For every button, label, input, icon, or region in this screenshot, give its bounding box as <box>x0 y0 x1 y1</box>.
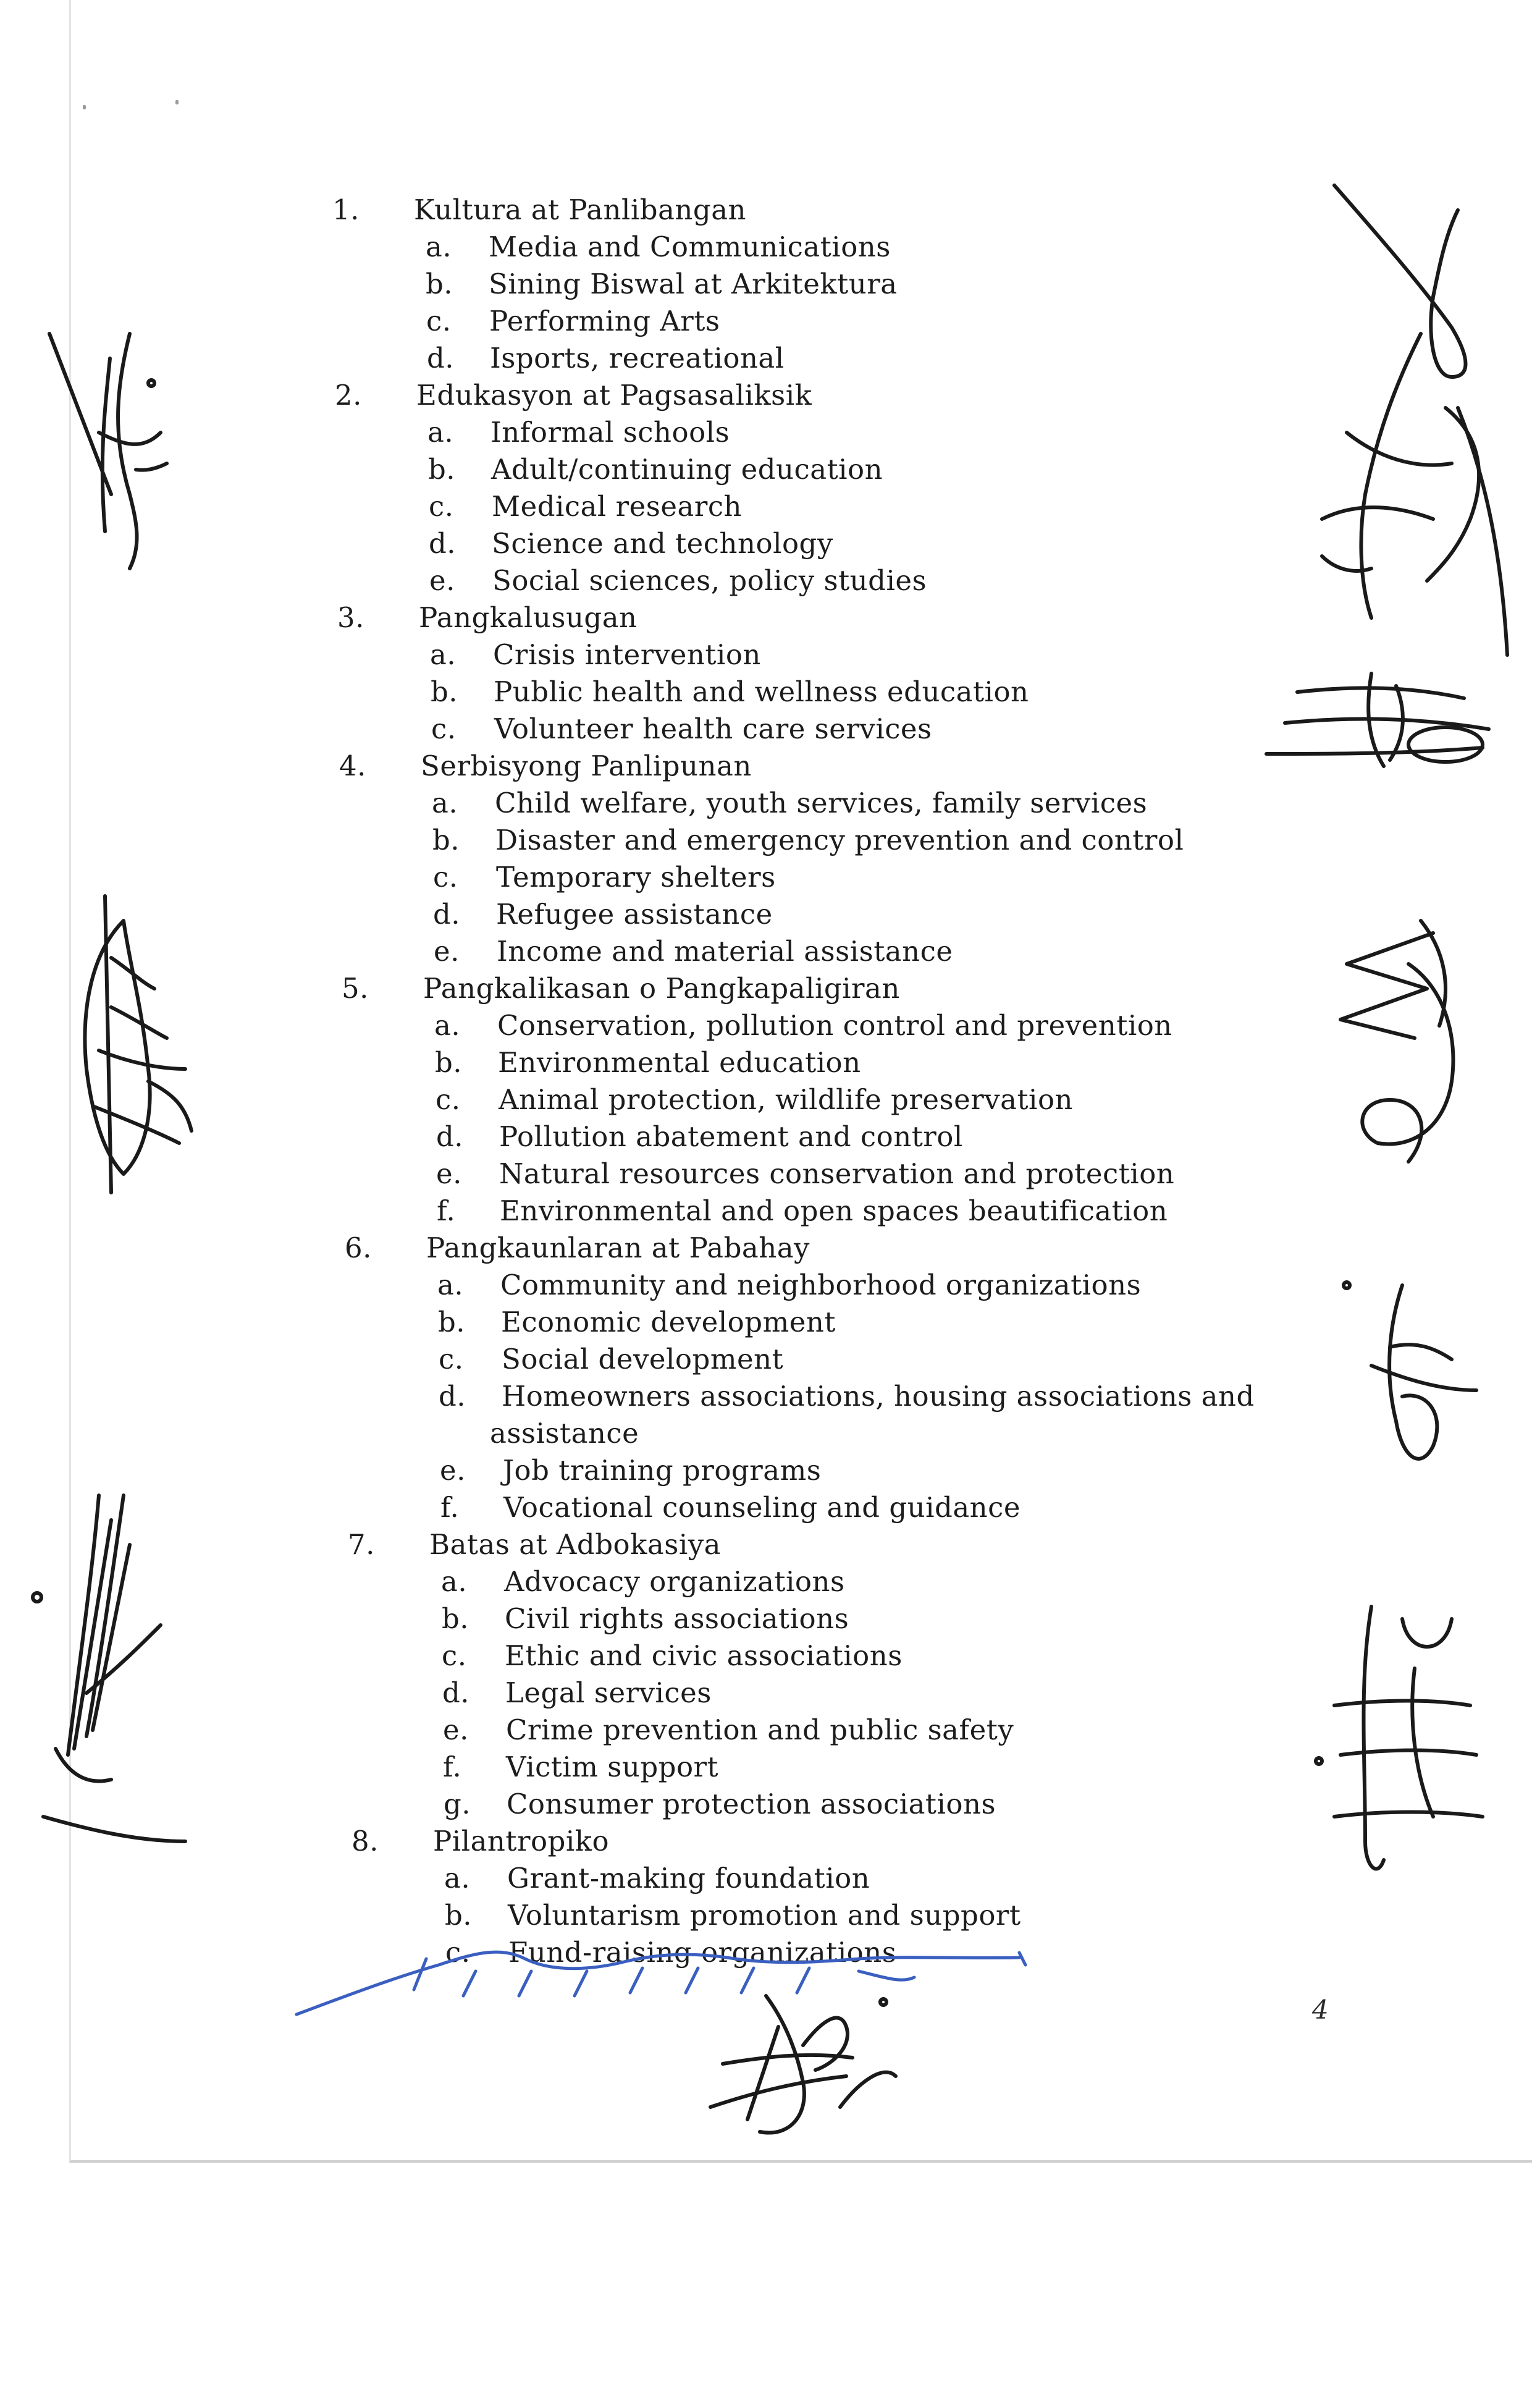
item-text: Income and material assistance <box>497 935 953 968</box>
item-text: Homeowners associations, housing associations and <box>502 1380 1255 1413</box>
item-letter: f. <box>437 1194 456 1227</box>
section-heading <box>348 1527 1313 1562</box>
item-text: Pollution abatement and control <box>499 1120 963 1153</box>
item-letter: a. <box>441 1565 468 1598</box>
item-letter: g. <box>444 1788 471 1820</box>
item-letter: c. <box>442 1639 467 1672</box>
item-text: Legal services <box>505 1676 712 1709</box>
list-item <box>442 1676 1315 1710</box>
item-text: Social development <box>502 1343 784 1375</box>
list-item <box>444 1861 1316 1896</box>
item-text: Environmental education <box>498 1046 861 1079</box>
signature-right-bottom <box>1310 1594 1507 1891</box>
section-title: Pangkaunlaran at Pabahay <box>426 1231 810 1264</box>
item-letter: d. <box>439 1380 466 1413</box>
list-item <box>427 341 1299 376</box>
item-letter: a. <box>430 638 457 671</box>
item-text: Science and technology <box>492 527 833 560</box>
list-item <box>442 1602 1314 1636</box>
item-letter: c. <box>429 490 454 523</box>
item-letter: b. <box>442 1602 469 1635</box>
item-letter: d. <box>427 342 455 374</box>
item-text: Ethic and civic associations <box>505 1639 903 1672</box>
signature-right-middle <box>1285 915 1495 1211</box>
list-item <box>444 1787 1316 1822</box>
item-letter: b. <box>428 453 456 486</box>
page-number: 4 <box>1312 1995 1329 2025</box>
list-item <box>430 638 1302 672</box>
list-item <box>431 712 1303 746</box>
section-title: Pangkalikasan o Pangkapaligiran <box>423 972 900 1005</box>
item-text: Grant-making foundation <box>507 1862 870 1895</box>
section-number: 2. <box>335 379 362 412</box>
signature-right-top <box>1310 173 1520 680</box>
item-text: Isports, recreational <box>490 342 785 374</box>
item-letter: e. <box>434 935 460 968</box>
item-text: Voluntarism promotion and support <box>508 1899 1021 1932</box>
section-heading <box>342 971 1307 1006</box>
section-title: Kultura at Panlibangan <box>414 193 747 226</box>
list-item <box>427 415 1300 450</box>
section-number: 8. <box>351 1825 379 1857</box>
item-letter: b. <box>438 1306 466 1338</box>
item-letter: e. <box>436 1157 462 1190</box>
item-text-continuation: assistance <box>490 1417 639 1450</box>
list-item <box>439 1379 1311 1414</box>
list-item <box>436 1120 1308 1154</box>
item-text: Natural resources conservation and protection <box>499 1157 1175 1190</box>
signature-left-lower <box>19 1471 204 1854</box>
section-title: Serbisyong Panlipunan <box>421 750 752 782</box>
list-item <box>426 267 1298 302</box>
signature-left-middle <box>56 884 216 1205</box>
item-letter: a. <box>427 416 454 449</box>
item-text: Public health and wellness education <box>494 675 1029 708</box>
item-letter: a. <box>432 787 458 819</box>
item-text: Medical research <box>492 490 743 523</box>
item-text: Fund-raising organizations <box>508 1936 897 1969</box>
item-letter: b. <box>432 824 460 856</box>
list-item <box>437 1268 1310 1303</box>
list-item <box>443 1750 1315 1785</box>
list-item <box>432 786 1304 821</box>
item-text: Animal protection, wildlife preservation <box>499 1083 1074 1116</box>
item-text: Advocacy organizations <box>504 1565 845 1598</box>
list-item-continuation <box>490 1416 639 1451</box>
list-item <box>426 304 1298 339</box>
item-text: Vocational counseling and guidance <box>503 1491 1021 1524</box>
list-item <box>440 1453 1312 1488</box>
item-text: Temporary shelters <box>496 861 776 893</box>
item-text: Sining Biswal at Arkitektura <box>489 268 898 300</box>
section-number: 6. <box>345 1231 372 1264</box>
list-item <box>442 1639 1314 1673</box>
section-heading <box>339 749 1304 784</box>
item-text: Crisis intervention <box>493 638 761 671</box>
item-text: Job training programs <box>503 1454 822 1487</box>
list-item <box>429 526 1301 561</box>
item-letter: a. <box>437 1269 464 1301</box>
section-title: Batas at Adbokasiya <box>429 1528 721 1561</box>
list-item <box>445 1898 1317 1933</box>
list-item <box>431 675 1303 709</box>
item-text: Conservation, pollution control and prevention <box>497 1009 1172 1042</box>
list-item <box>432 823 1305 858</box>
item-letter: b. <box>431 675 458 708</box>
item-letter: d. <box>433 898 461 931</box>
scan-margin <box>0 2165 1532 2408</box>
item-text: Economic development <box>501 1306 836 1338</box>
signature-left-top <box>37 309 173 581</box>
item-letter: c. <box>426 305 452 337</box>
section-number: 7. <box>348 1528 375 1561</box>
item-letter: c. <box>445 1936 471 1969</box>
item-letter: e. <box>443 1713 469 1746</box>
section-heading <box>337 601 1302 635</box>
list-item <box>434 1008 1307 1043</box>
section-number: 5. <box>342 972 369 1005</box>
item-letter: c. <box>431 712 457 745</box>
item-letter: d. <box>436 1120 464 1153</box>
item-text: Consumer protection associations <box>507 1788 996 1820</box>
list-item <box>429 564 1302 598</box>
list-item <box>441 1565 1313 1599</box>
list-item <box>443 1713 1315 1747</box>
item-text: Child welfare, youth services, family services <box>495 787 1148 819</box>
item-letter: c. <box>436 1083 461 1116</box>
item-text: Performing Arts <box>489 305 720 337</box>
list-item <box>438 1305 1310 1340</box>
list-item <box>433 860 1305 895</box>
section-title: Edukasyon at Pagsasaliksik <box>416 379 812 412</box>
item-text: Disaster and emergency prevention and control <box>495 824 1184 856</box>
item-letter: a. <box>434 1009 461 1042</box>
list-item <box>434 934 1306 969</box>
item-text: Refugee assistance <box>496 898 773 931</box>
signature-bottom-blue <box>290 1934 1056 2021</box>
item-text: Adult/continuing education <box>491 453 883 486</box>
item-letter: c. <box>439 1343 464 1375</box>
item-letter: f. <box>443 1751 462 1783</box>
item-text: Victim support <box>506 1751 719 1783</box>
item-letter: c. <box>433 861 458 893</box>
list-item <box>428 452 1300 487</box>
list-item <box>426 230 1298 264</box>
item-text: Civil rights associations <box>505 1602 849 1635</box>
item-text: Informal schools <box>490 416 730 449</box>
signature-right-stamp <box>1260 661 1507 779</box>
list-item <box>435 1046 1307 1080</box>
section-heading <box>345 1231 1310 1265</box>
item-letter: e. <box>429 564 455 597</box>
item-letter: b. <box>445 1899 473 1932</box>
item-text: Crime prevention and public safety <box>506 1713 1014 1746</box>
section-heading <box>335 378 1300 413</box>
section-number: 1. <box>332 193 360 226</box>
item-letter: e. <box>440 1454 466 1487</box>
list-item <box>436 1083 1308 1117</box>
item-letter: a. <box>426 230 452 263</box>
list-item <box>436 1157 1308 1191</box>
item-text: Environmental and open spaces beautification <box>500 1194 1168 1227</box>
section-title: Pilantropiko <box>433 1825 610 1857</box>
item-letter: b. <box>435 1046 463 1079</box>
item-text: Social sciences, policy studies <box>492 564 927 597</box>
item-letter: d. <box>442 1676 470 1709</box>
item-letter: a. <box>444 1862 471 1895</box>
item-letter: f. <box>440 1491 460 1524</box>
item-text: Volunteer health care services <box>494 712 932 745</box>
list-item <box>429 489 1301 524</box>
section-number: 3. <box>337 601 364 634</box>
signature-right-lower <box>1328 1273 1489 1495</box>
section-heading <box>351 1824 1316 1859</box>
item-text: Media and Communications <box>489 230 891 263</box>
section-number: 4. <box>339 750 366 782</box>
section-title: Pangkalusugan <box>419 601 638 634</box>
list-item <box>439 1342 1311 1377</box>
section-heading <box>332 193 1297 227</box>
item-letter: b. <box>426 268 453 300</box>
list-item <box>437 1194 1309 1228</box>
list-item <box>440 1490 1313 1525</box>
list-item <box>433 897 1305 932</box>
item-letter: d. <box>429 527 457 560</box>
item-text: Community and neighborhood organizations <box>500 1269 1142 1301</box>
